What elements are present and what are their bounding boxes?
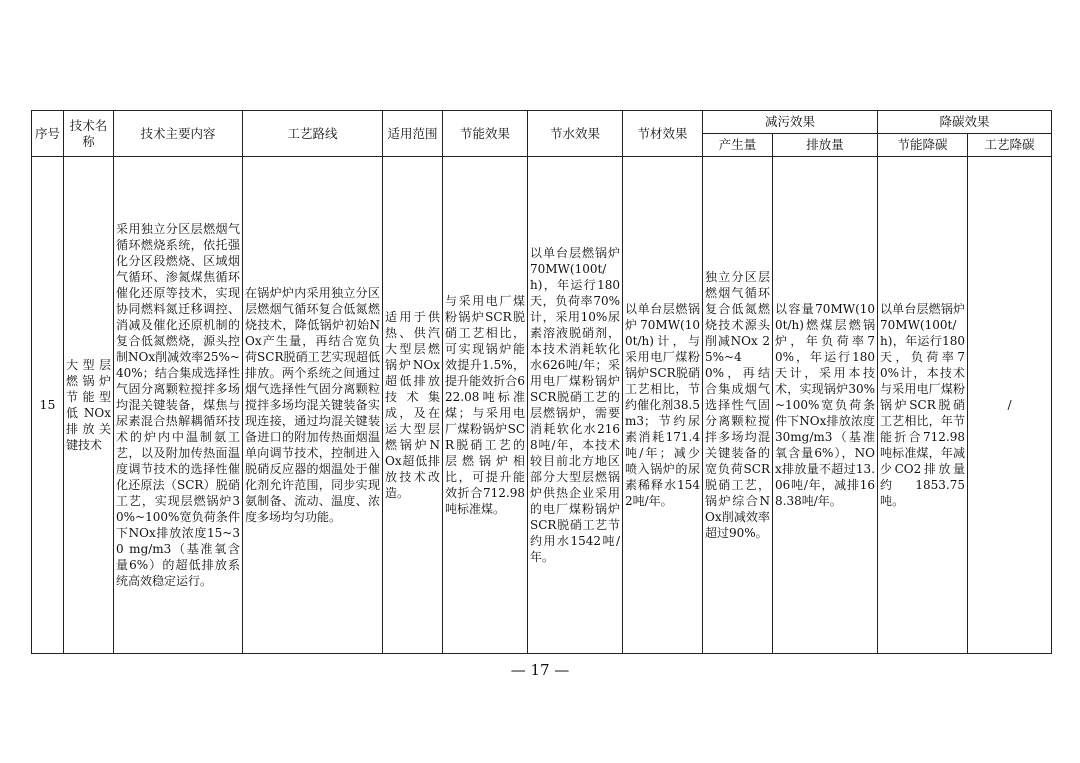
page-number: — 17 — (510, 661, 570, 679)
technology-table (31, 110, 1052, 654)
cell-water-saving: 以单台层燃锅炉70MW(100t/h)，年运行180天，负荷率70%计，采用10%尿素溶液脱硝剂，本技术消耗软化水626吨/年；采用电厂煤粉锅炉SCR脱硝工艺的层燃锅炉，需要消耗软化水2168吨/年，本技术较目前北方地区部分大型层燃锅炉供热企业采用的电厂煤粉锅炉SCR脱硝工艺节约用水1542吨/年。 (528, 157, 623, 654)
cell-tech-name: 大型层燃锅炉节能型低NOx排放关键技术 (64, 157, 114, 654)
cell-process-route: 在锅炉炉内采用独立分区层燃烟气循环复合低氮燃烧技术，降低锅炉初始NOx产生量，再结合宽负荷SCR脱硝工艺实现超低排放。两个系统之间通过烟气选择性气固分离颗粒搅拌多场均混关键装备实现连接，通过均混关键装备进口的附加传热面烟温单向调节技术，控制进入脱硝反应器的烟温处于催化剂允许范围，同步实现氨制备、流动、温度、浓度多场均匀功能。 (243, 157, 383, 654)
header-process-carbon: 工艺降碳 (968, 134, 1052, 157)
cell-seq: 15 (32, 157, 64, 654)
header-carbon-reduction: 降碳效果 (878, 111, 1052, 134)
header-scope: 适用范围 (383, 111, 443, 157)
cell-emission: 以容量70MW(100t/h)燃煤层燃锅炉，年负荷率70%，年运行180天计，采用本技术，实现锅炉30%~100%宽负荷条件下NOx排放浓度30mg/m3（基准氧含量6%），NOx排放量不超过13.06吨/年，减排168.38吨/年。 (773, 157, 878, 654)
table-row (32, 157, 1052, 654)
cell-scope: 适用于供热、供汽大型层燃锅炉NOx超低排放技术集成，及在运大型层燃锅炉NOx超低排放技术改造。 (383, 157, 443, 654)
header-tech-name: 技术名称 (64, 111, 114, 157)
header-generation: 产生量 (703, 134, 773, 157)
cell-main-content: 采用独立分区层燃烟气循环燃烧系统，依托强化分区段燃烧、区域烟气循环、渗氮煤焦循环催化还原等技术，实现协同燃料氮迁移调控、消减及催化还原机制的复合低氮燃烧，源头控制NOx削减效率25%~40%；结合集成选择性气固分离颗粒搅拌多场均混关键装备，煤焦与尿素混合热解耦循环技术的炉内中温制氨工艺，以及附加传热面温度调节技术的选择性催化还原法（SCR）脱硝工艺，实现层燃锅炉30%~100%宽负荷条件下NOx排放浓度15~30 mg/m3（基准氧含量6%）的超低排放系统高效稳定运行。 (114, 157, 243, 654)
header-main-content: 技术主要内容 (114, 111, 243, 157)
cell-generation: 独立分区层燃烟气循环复合低氮燃烧技术源头削减NOx 25%~40%，再结合集成烟气选择性气固分离颗粒搅拌多场均混关键装备的宽负荷SCR脱硝工艺，锅炉综合NOx削减效率超过90%。 (703, 157, 773, 654)
header-energy-saving: 节能效果 (443, 111, 528, 157)
header-water-saving: 节水效果 (528, 111, 623, 157)
header-material-saving: 节材效果 (623, 111, 703, 157)
header-pollution-reduction: 减污效果 (703, 111, 878, 134)
cell-energy-carbon: 以单台层燃锅炉70MW(100t/h)，年运行180天，负荷率70%计，本技术与采用电厂煤粉锅炉SCR脱硝工艺相比，年节能折合712.98吨标准煤，年减少CO2排放量约1853.75吨。 (878, 157, 968, 654)
header-process-route: 工艺路线 (243, 111, 383, 157)
header-energy-carbon: 节能降碳 (878, 134, 968, 157)
cell-process-carbon: / (968, 157, 1052, 654)
cell-energy-saving: 与采用电厂煤粉锅炉SCR脱硝工艺相比，可实现锅炉能效提升1.5%，提升能效折合622.08吨标准煤；与采用电厂煤粉锅炉SCR脱硝工艺的层燃锅炉相比，可提升能效折合712.98吨标准煤。 (443, 157, 528, 654)
cell-material-saving: 以单台层燃锅炉70MW(100t/h)计，与采用电厂煤粉锅炉SCR脱硝工艺相比，节约催化剂38.5m3；节约尿素消耗171.4吨/年；减少喷入锅炉的尿素稀释水1542吨/年。 (623, 157, 703, 654)
header-seq: 序号 (32, 111, 64, 157)
header-emission: 排放量 (773, 134, 878, 157)
